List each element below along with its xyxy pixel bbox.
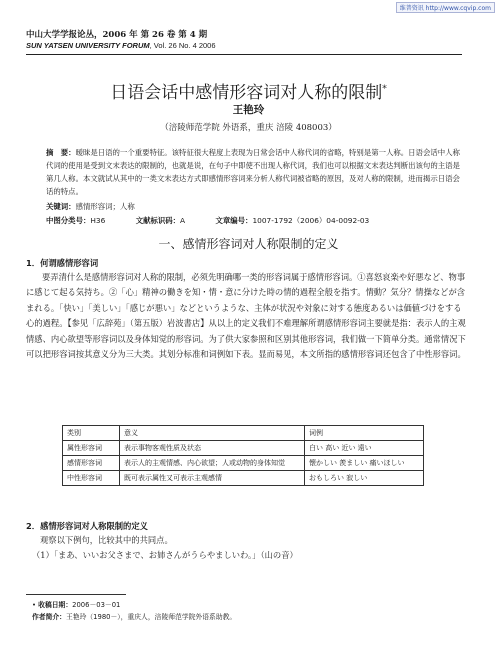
classification-line (46, 215, 460, 226)
paper-author: 王艳玲 (232, 104, 265, 116)
clc-label: 中图分类号： (46, 216, 91, 225)
journal-name-cn: 中山大学学报论丛 (26, 30, 95, 40)
table-row (63, 456, 424, 471)
footnote-received (32, 599, 120, 609)
footnote-rule (26, 594, 126, 595)
keywords-text: 感情形容词；人称 (75, 202, 135, 211)
table-cell: 中性形容词 (63, 471, 120, 486)
table-cell: 表示人的主观情感、内心欲望；人或动物的身体知觉 (120, 456, 305, 471)
example-sentence-1: （1）「まあ、いいお父さまで、お姉さんがうらやましいわ。」（山の音） (32, 550, 298, 560)
paper-title-text: 日语会话中感情形容词对人称的限制 (110, 83, 383, 103)
table-cell: 既可表示属性又可表示主观感情 (120, 471, 305, 486)
table-cell: 懐かしい 羨ましい 痛いほしい (305, 456, 424, 471)
doc-code-label: 文献标识码： (135, 216, 181, 225)
table-cell: 属性形容词 (63, 441, 120, 456)
journal-issue-cn: ，2006 年 第 26 卷 第 4 期 (94, 30, 208, 40)
table-row (63, 441, 424, 456)
received-date: 2006－03－01 (72, 601, 121, 609)
keywords (46, 201, 135, 212)
table-row (63, 471, 424, 486)
footnote-author (32, 611, 236, 621)
paper-title (0, 78, 497, 103)
abstract-label: 摘 要： (46, 148, 76, 157)
body-paragraph-1: 要弄清什么是感情形容词对人称的限制，必须先明确哪一类的形容词属于感情形容词。①喜怒哀楽や好悪など、物事に感じて起る気持ち。②「心」精神の働きを知・情・意に分けた時の情的過程全般を指す。情動？気分？情操などが含まれる。「快い」「美しい」「感じが悪い」などというような、主体が状況や対象に対する態度あるいは価値づけをする心的過程。【参见「広辞苑」（第五版）岩波書店】从以上的定义我们不难理解所谓感情形容词主要就是指：表示人的主观情感、内心欲望等形容词以及身体知觉的形容词。为了供大家参照和区别其他形容词，我们做一下简单分类。通常情况下可以把形容词按其意义分为三大类。其划分标准和词例如下表。显而易见，本文所指的感情形容词还包含了中性形容词。 (26, 272, 466, 360)
journal-header (26, 28, 207, 40)
table-header-cell: 意义 (120, 426, 305, 441)
bullet-icon: • (32, 601, 39, 609)
clc-value: H36 (90, 216, 106, 225)
journal-header-en (26, 41, 216, 50)
article-id-value: 1007-1792（2006）04-0092-03 (252, 216, 370, 225)
subsection-heading-1: 1．何谓感情形容词 (26, 258, 99, 268)
section-heading: 一、感情形容词对人称限制的定义 (158, 237, 339, 251)
body-paragraph-2: 观察以下例句，比较其中的共同点。 (40, 535, 173, 545)
author-bio-label: 作者简介： (32, 613, 66, 621)
table-cell: 表示事物客观性质及状态 (120, 441, 305, 456)
title-footnote-mark: * (382, 84, 387, 95)
author-bio: 王艳玲（1980－），重庆人，涪陵师范学院外语系助教。 (65, 613, 237, 621)
keywords-label: 关键词： (46, 202, 76, 211)
abstract-text: 暧昧是日语的一个重要特征。该特征很大程度上表现为日常会话中人称代词的省略，特别是第一人称。日语会话中人称代词的使用是受到文末表达的限制的，也就是说，在句子中即使不出现人称代词，我们也可以根据文末表达判断出该句的主语是第几人称。本文就试从其中的一类文末表达方式即感情形容词来分析人称代词被省略的原因，及对人称的限制，进而揭示日语会话的特点。 (46, 148, 460, 196)
doc-code-value: A (180, 216, 186, 225)
article-id-label: 文章编号： (215, 216, 253, 225)
adjective-classification-table (62, 425, 424, 486)
subsection-heading-2: 2．感情形容词对人称限制的定义 (26, 521, 148, 531)
table-header-cell: 词例 (305, 426, 424, 441)
table-cell: 感情形容词 (63, 456, 120, 471)
abstract (46, 146, 460, 198)
watermark: 维普资讯 http://www.cqvip.com (396, 2, 495, 13)
table-header-cell: 类别 (63, 426, 120, 441)
table-cell: 白い 高い 近い 遠い (305, 441, 424, 456)
paper-affiliation: （涪陵师范学院 外语系，重庆 涪陵 408003） (160, 123, 337, 133)
table-header-row (63, 426, 424, 441)
journal-name-en: SUN YATSEN UNIVERSITY FORUM (26, 41, 150, 50)
header-rule (26, 54, 462, 55)
received-label: 收稿日期： (38, 601, 73, 609)
table-cell: おもしろい 寂しい (305, 471, 424, 486)
journal-issue-en: , Vol. 26 No. 4 2006 (149, 41, 216, 50)
